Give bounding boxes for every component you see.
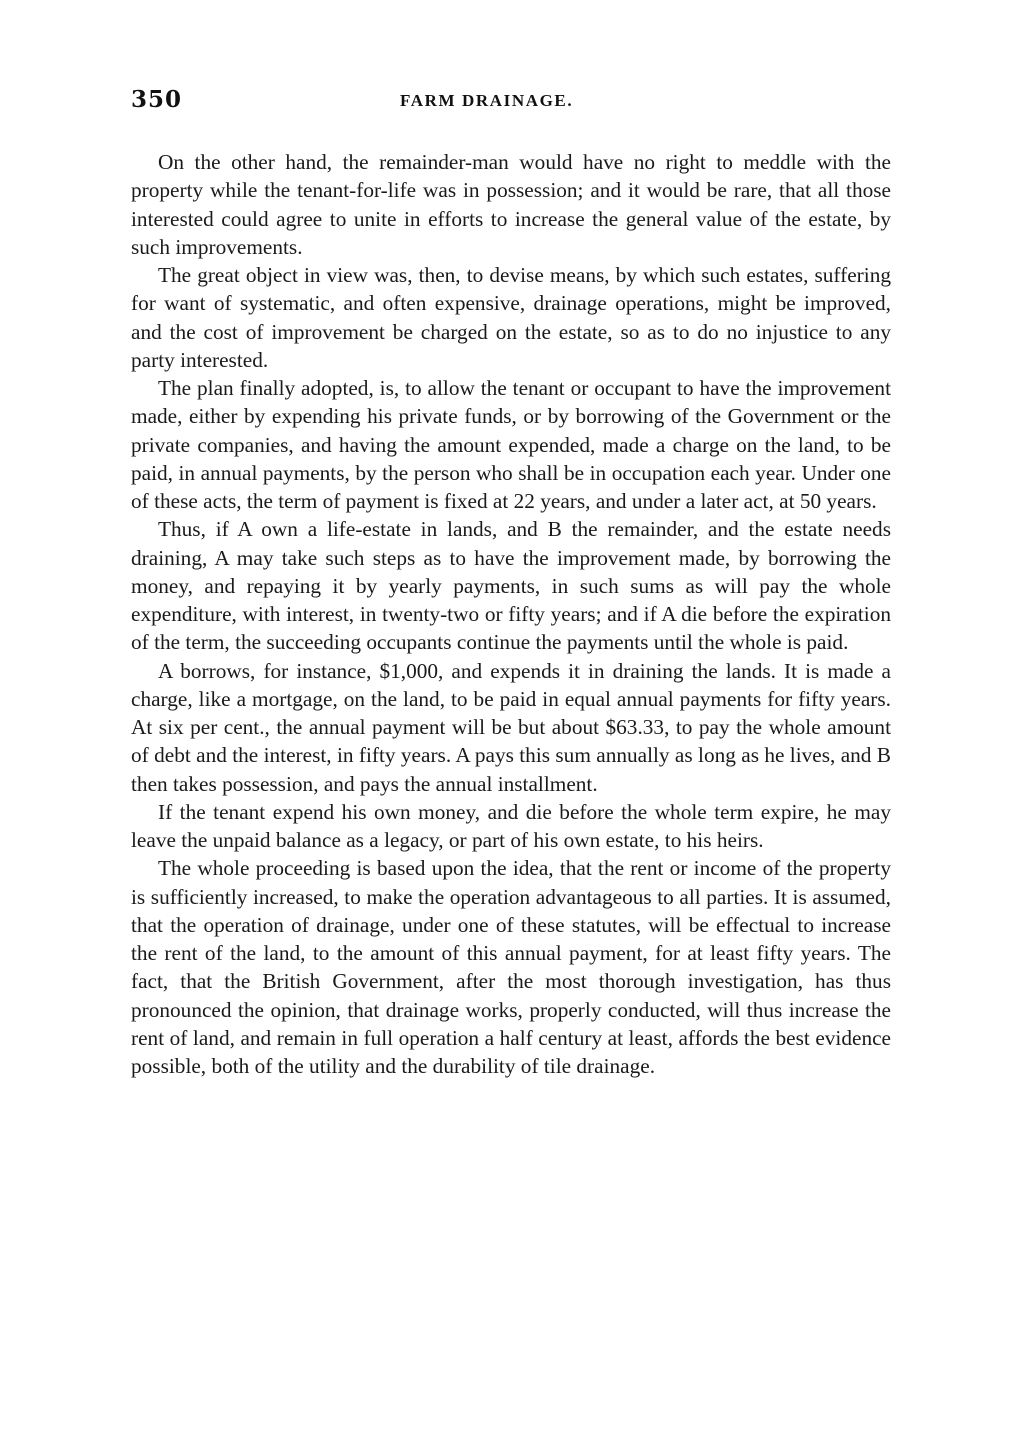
running-title: FARM DRAINAGE. bbox=[400, 91, 574, 110]
paragraph: The whole proceeding is based upon the idea, that the rent or income of the property is sufficiently increased, to make the operation advantageous to all parties. It is assumed, that the operation of drainage, under one of these statutes, will be effectual to increase the rent of the land, to the amount of this annual payment, for at least fifty years. The fact, that the British Government, after the most thorough investigation, has thus pronounced the opinion, that drainage works, properly conducted, will thus increase the rent of land, and remain in full operation a half century at least, affords the best evidence possible, both of the utility and the durability of tile drainage. bbox=[131, 856, 891, 1078]
paragraph: If the tenant expend his own money, and die before the whole term expire, he may leave the unpaid balance as a legacy, or part of his own estate, to his heirs. bbox=[131, 799, 891, 852]
page-header bbox=[131, 86, 891, 120]
paragraph: Thus, if A own a life-estate in lands, and B the remainder, and the estate needs draining, A may take such steps as to have the improvement made, by borrowing the money, and repaying it by yearly payments, in such sums as will pay the whole expenditure, with interest, in twenty-two or fifty years; and if A die before the expiration of the term, the succeeding occupants continue the payments until the whole is paid. bbox=[131, 517, 891, 655]
paragraph: A borrows, for instance, $1,000, and expends it in draining the lands. It is made a charge, like a mortgage, on the land, to be paid in equal annual payments for fifty years. At six per cent., the annual payment will be but about $63.33, to pay the whole amount of debt and the interest, in fifty years. A pays this sum annually as long as he lives, and B then takes possession, and pays the annual installment. bbox=[131, 658, 891, 796]
paragraph: The great object in view was, then, to devise means, by which such estates, suffering for want of systematic, and often expensive, drainage operations, might be improved, and the cost of improvement be charged on the estate, so as to do no injustice to any party interested. bbox=[131, 263, 891, 372]
paragraph: On the other hand, the remainder-man would have no right to meddle with the property while the tenant-for-life was in possession; and it would be rare, that all those interested could agree to unite in efforts to increase the general value of the estate, by such improvements. bbox=[131, 150, 891, 259]
paragraph: The plan finally adopted, is, to allow the tenant or occupant to have the improvement made, either by expending his private funds, or by borrowing of the Government or the private companies, and having the amount expended, made a charge on the land, to be paid, in annual payments, by the person who shall be in occupation each year. Under one of these acts, the term of payment is fixed at 22 years, and under a later act, at 50 years. bbox=[131, 376, 891, 513]
body-text bbox=[131, 148, 891, 1080]
page-number: 350 bbox=[131, 86, 183, 113]
